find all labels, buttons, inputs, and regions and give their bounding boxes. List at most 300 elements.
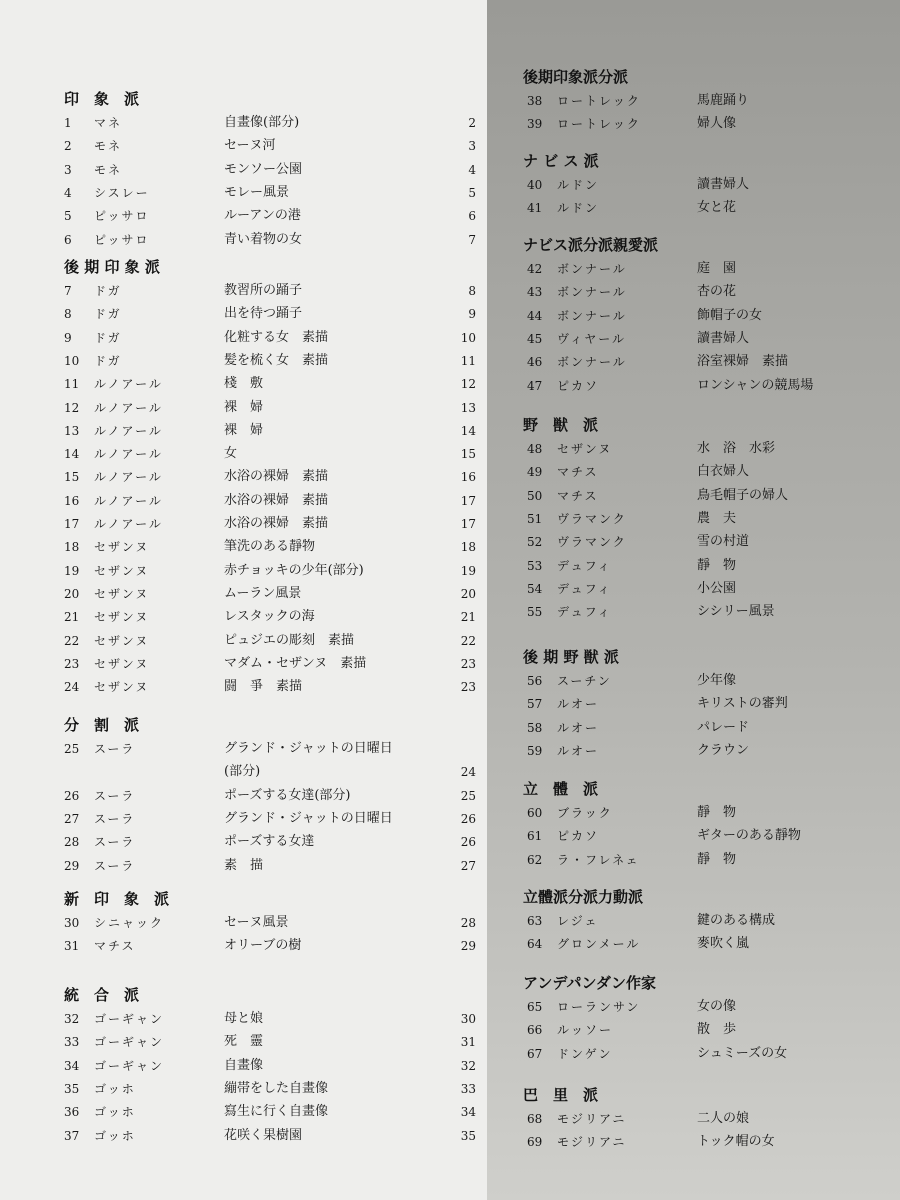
entry-title: ピュジエの彫刻 素描 (224, 632, 355, 648)
entry-title: ムーラン風景 (224, 585, 302, 601)
entry-title: 靜 物 (697, 851, 737, 867)
index-entry (0, 159, 487, 181)
index-entry (0, 1125, 487, 1147)
entry-artist: ルオー (557, 697, 600, 712)
entry-page: 26 (460, 811, 476, 826)
index-entry (0, 397, 487, 419)
index-entry (0, 1055, 487, 1077)
section-heading: ナビス派分派親愛派 (523, 236, 659, 254)
entry-title: 靜 物 (697, 557, 737, 573)
entry-number: 13 (64, 423, 80, 438)
entry-title: 水浴の裸婦 素描 (224, 492, 329, 508)
entry-artist: ルドン (557, 201, 600, 216)
entry-number: 9 (64, 330, 72, 345)
index-entry (0, 350, 487, 372)
entry-number: 57 (527, 697, 543, 712)
entry-artist: ルノアール (94, 377, 163, 392)
entry-number: 44 (527, 308, 543, 323)
entry-title: セーヌ河 (224, 138, 276, 154)
entry-number: 41 (527, 201, 543, 216)
entry-title: 赤チョッキの少年(部分) (224, 562, 364, 578)
entry-artist: ルッソー (557, 1023, 614, 1038)
entry-title: 筆洗のある靜物 (224, 539, 316, 555)
entry-page: 15 (460, 447, 476, 462)
entry-title: トック帽の女 (697, 1134, 775, 1150)
entry-title: 自畫像(部分) (224, 115, 300, 130)
entry-artist: ラ・フレネェ (557, 852, 640, 867)
entry-number: 42 (527, 262, 543, 276)
entry-artist: ピカソ (557, 829, 600, 844)
index-entry (0, 513, 487, 535)
index-entry (487, 508, 900, 530)
entry-artist: ボンナール (557, 285, 627, 300)
section-heading: 新 印 象 派 (64, 890, 170, 908)
index-entry (0, 205, 487, 227)
index-entry (0, 112, 487, 134)
entry-artist: ゴーギャン (94, 1035, 165, 1050)
index-entry (487, 910, 900, 932)
index-entry (0, 761, 487, 783)
index-entry (0, 182, 487, 204)
entry-title: 二人の娘 (697, 1111, 750, 1126)
entry-artist: モネ (94, 162, 123, 177)
section-heading: 印 象 派 (64, 90, 140, 108)
entry-number: 11 (64, 377, 80, 392)
entry-number: 32 (64, 1012, 80, 1026)
entry-number: 20 (64, 586, 80, 601)
right-column (487, 0, 900, 1200)
entry-artist: モネ (94, 139, 123, 154)
index-entry (487, 1043, 900, 1065)
index-entry (487, 601, 900, 623)
entry-number: 8 (64, 307, 72, 322)
entry-title: 棧 敷 (224, 376, 264, 392)
entry-title: 自畫像 (224, 1057, 264, 1073)
index-entry (487, 174, 900, 196)
entry-title: (部分) (224, 764, 261, 780)
entry-title: マダム・セザンヌ 素描 (224, 655, 367, 671)
entry-title: 死 靈 (224, 1034, 264, 1050)
entry-artist: ドガ (94, 284, 122, 298)
entry-page: 23 (460, 680, 476, 695)
section-heading: 統 合 派 (64, 986, 140, 1004)
index-entry (487, 305, 900, 327)
index-entry (0, 785, 487, 807)
entry-artist: ピッサロ (94, 232, 150, 247)
section-heading: ナ ビ ス 派 (523, 152, 599, 170)
section-heading: 立 體 派 (523, 780, 599, 798)
entry-artist: スーラ (94, 811, 136, 826)
entry-title: ポーズする女達(部分) (224, 787, 351, 803)
entry-number: 58 (527, 720, 543, 735)
entry-artist: ルオー (557, 743, 600, 758)
index-entry (487, 1019, 900, 1041)
entry-title: 水浴の裸婦 素描 (224, 516, 329, 531)
entry-number: 53 (527, 558, 543, 573)
entry-artist: セザンヌ (94, 540, 150, 555)
entry-number: 2 (64, 139, 72, 154)
entry-page: 28 (460, 916, 476, 930)
entry-title: グランド・ジャットの日曜日 (224, 741, 393, 756)
entry-title: 素 描 (224, 857, 264, 873)
entry-artist: レジェ (557, 914, 599, 928)
entry-artist: セザンヌ (94, 586, 150, 601)
entry-number: 6 (64, 232, 72, 247)
entry-artist: ローランサン (557, 1000, 641, 1014)
entry-page: 31 (460, 1035, 476, 1050)
entry-title: 女 (224, 446, 238, 462)
entry-title: 雪の村道 (697, 534, 750, 550)
entry-number: 43 (527, 285, 543, 300)
entry-artist: モジリアニ (557, 1135, 627, 1150)
entry-artist: ピカソ (557, 378, 600, 393)
index-entry (0, 1078, 487, 1100)
entry-page: 5 (468, 185, 476, 200)
entry-number: 68 (527, 1112, 543, 1126)
entry-artist: ルノアール (94, 447, 163, 462)
entry-title: 浴室裸婦 素描 (697, 354, 789, 370)
entry-artist: ヴラマンク (557, 511, 627, 526)
entry-number: 62 (527, 852, 543, 867)
entry-title: 裸 婦 (224, 399, 264, 415)
entry-number: 12 (64, 400, 80, 415)
index-entry (487, 1131, 900, 1153)
entry-number: 7 (64, 284, 72, 298)
entry-page: 19 (460, 563, 476, 578)
entry-number: 25 (64, 742, 80, 756)
entry-artist: スーラ (94, 858, 136, 873)
entry-number: 17 (64, 517, 80, 531)
entry-artist: デュフィ (557, 581, 612, 596)
index-entry (0, 327, 487, 349)
index-entry (0, 676, 487, 698)
entry-title: 讀書婦人 (697, 330, 750, 346)
index-entry (487, 351, 900, 373)
index-entry (487, 258, 900, 280)
entry-artist: シスレー (94, 185, 150, 200)
index-entry (0, 420, 487, 442)
entry-number: 46 (527, 355, 543, 370)
entry-title: ロンシャンの競馬場 (697, 377, 814, 393)
entry-page: 30 (460, 1012, 476, 1026)
index-entry (487, 693, 900, 715)
index-entry (487, 375, 900, 397)
entry-number: 34 (64, 1058, 80, 1073)
entry-number: 45 (527, 331, 543, 346)
section-heading: 分 割 派 (64, 716, 140, 734)
entry-page: 34 (460, 1105, 476, 1120)
index-entry (487, 670, 900, 692)
entry-artist: デュフィ (557, 558, 612, 573)
entry-artist: セザンヌ (94, 563, 150, 578)
index-entry (487, 555, 900, 577)
entry-title: モレー風景 (224, 184, 290, 200)
entry-artist: セザンヌ (557, 442, 613, 456)
entry-page: 29 (460, 939, 476, 954)
section-heading: アンデパンダン作家 (523, 974, 657, 992)
entry-number: 69 (527, 1135, 543, 1150)
entry-artist: ピッサロ (94, 209, 150, 224)
entry-page: 12 (460, 377, 476, 392)
index-entry (0, 630, 487, 652)
entry-artist: スーラ (94, 788, 136, 803)
entry-title: 繃帯をした自畫像 (224, 1080, 329, 1096)
entry-number: 55 (527, 605, 543, 620)
entry-number: 65 (527, 1000, 543, 1014)
entry-number: 23 (64, 656, 80, 671)
entry-number: 49 (527, 465, 543, 480)
index-entry (0, 490, 487, 512)
entry-page: 23 (460, 656, 476, 671)
section-heading: 野 獣 派 (523, 416, 599, 434)
index-entry (0, 536, 487, 558)
entry-artist: ルノアール (94, 400, 163, 415)
entry-page: 35 (460, 1128, 476, 1143)
entry-artist: セザンヌ (94, 656, 150, 671)
entry-page: 18 (460, 540, 476, 555)
entry-page: 10 (460, 330, 476, 345)
entry-title: キリストの審判 (697, 696, 788, 712)
index-entry (0, 135, 487, 157)
entry-title: 白衣婦人 (697, 464, 750, 480)
entry-artist: ルドン (557, 178, 600, 192)
entry-page: 11 (460, 353, 476, 368)
index-entry (487, 717, 900, 739)
entry-title: 闘 爭 素描 (224, 679, 303, 695)
entry-artist: ゴッホ (94, 1105, 136, 1120)
entry-artist: マチス (557, 465, 599, 480)
entry-page: 26 (460, 835, 476, 850)
entry-artist: マチス (94, 939, 136, 954)
index-entry (0, 808, 487, 830)
entry-title: 出を待つ踊子 (224, 306, 303, 322)
entry-title: 農 夫 (697, 510, 737, 526)
entry-number: 29 (64, 858, 80, 873)
entry-artist: ロートレック (557, 117, 641, 132)
index-entry (0, 229, 487, 251)
entry-artist: ヴラマンク (557, 535, 627, 550)
entry-number: 50 (527, 488, 543, 503)
index-entry (0, 560, 487, 582)
index-entry (0, 1008, 487, 1030)
entry-artist: ドガ (94, 307, 122, 322)
entry-page: 4 (468, 162, 476, 177)
entry-artist: スーラ (94, 835, 136, 850)
entry-number: 14 (64, 447, 80, 462)
entry-page: 17 (460, 493, 476, 508)
entry-artist: ルノアール (94, 470, 163, 485)
entry-number: 3 (64, 162, 72, 177)
index-entry (487, 90, 900, 112)
entry-title: 化粧する女 素描 (224, 329, 329, 345)
entry-title: 髪を梳く女 素描 (224, 352, 329, 368)
entry-artist: モジリアニ (557, 1112, 627, 1126)
index-entry (487, 849, 900, 871)
entry-title: 女と花 (697, 200, 737, 216)
entry-number: 1 (64, 116, 72, 130)
index-entry (0, 855, 487, 877)
index-entry (487, 933, 900, 955)
entry-artist: セザンヌ (94, 680, 150, 695)
entry-title: 母と娘 (224, 1011, 264, 1026)
index-entry (0, 466, 487, 488)
entry-number: 61 (527, 829, 543, 844)
entry-number: 21 (64, 610, 80, 625)
entry-page: 2 (468, 116, 476, 130)
entry-artist: ゴッホ (94, 1128, 136, 1143)
entry-title: 婦人像 (697, 116, 737, 132)
index-entry (487, 328, 900, 350)
entry-number: 60 (527, 806, 543, 820)
entry-page: 14 (460, 423, 476, 438)
index-entry (487, 1108, 900, 1130)
entry-number: 67 (527, 1046, 543, 1061)
entry-artist: ドンゲン (557, 1046, 613, 1061)
entry-artist: ボンナール (557, 355, 627, 370)
entry-number: 56 (527, 674, 543, 688)
entry-title: 鍵のある構成 (697, 913, 776, 928)
index-entry (487, 996, 900, 1018)
entry-artist: シニャック (94, 916, 165, 930)
entry-page: 13 (460, 400, 476, 415)
entry-page: 22 (460, 633, 476, 648)
entry-title: 鳥毛帽子の婦人 (697, 487, 789, 503)
entry-title: 靜 物 (697, 805, 737, 820)
index-entry (0, 653, 487, 675)
section-heading: 後 期 印 象 派 (64, 258, 160, 276)
entry-artist: ルノアール (94, 423, 163, 438)
entry-artist: ヴィヤール (557, 331, 627, 346)
entry-title: 麥吹く嵐 (697, 936, 750, 952)
index-entry (0, 606, 487, 628)
entry-page: 25 (460, 788, 476, 803)
entry-number: 15 (64, 470, 80, 485)
entry-title: 女の像 (697, 999, 737, 1014)
entry-title: 教習所の踊子 (224, 283, 303, 298)
entry-number: 27 (64, 811, 80, 826)
section-heading: 後期印象派分派 (523, 68, 629, 86)
index-entry (487, 740, 900, 762)
section-heading: 巴 里 派 (523, 1086, 599, 1104)
entry-number: 19 (64, 563, 80, 578)
entry-number: 64 (527, 937, 543, 952)
entry-title: セーヌ風景 (224, 915, 289, 930)
index-entry (0, 443, 487, 465)
index-entry (0, 583, 487, 605)
entry-title: 庭 園 (697, 261, 737, 276)
entry-number: 54 (527, 581, 543, 596)
entry-number: 31 (64, 939, 80, 954)
entry-page: 8 (468, 284, 476, 298)
entry-title: 花咲く果樹園 (224, 1127, 303, 1143)
entry-number: 30 (64, 916, 80, 930)
entry-number: 16 (64, 493, 80, 508)
entry-title: 少年像 (697, 673, 737, 688)
entry-page: 20 (460, 586, 476, 601)
entry-title: ルーアンの港 (224, 208, 301, 224)
entry-title: 馬鹿踊り (697, 93, 750, 108)
entry-number: 4 (64, 185, 72, 200)
entry-artist: マチス (557, 488, 599, 503)
entry-number: 63 (527, 914, 543, 928)
entry-page: 3 (468, 139, 476, 154)
entry-title: 小公園 (697, 580, 737, 596)
entry-number: 40 (527, 178, 543, 192)
entry-artist: マネ (94, 116, 123, 130)
entry-artist: ゴーギャン (94, 1012, 165, 1026)
entry-title: 裸 婦 (224, 422, 264, 438)
entry-title: ギターのある靜物 (697, 828, 801, 844)
index-entry (487, 281, 900, 303)
index-entry (0, 1101, 487, 1123)
entry-page: 32 (460, 1058, 476, 1073)
entry-page: 21 (460, 610, 476, 625)
entry-artist: ルオー (557, 720, 600, 735)
entry-title: 杏の花 (697, 284, 737, 300)
section-heading: 立體派分派力動派 (523, 888, 644, 906)
entry-number: 5 (64, 209, 72, 224)
entry-number: 18 (64, 540, 80, 555)
entry-title: 散 歩 (697, 1022, 737, 1038)
entry-page: 27 (460, 858, 476, 873)
index-entry (0, 738, 487, 760)
entry-number: 36 (64, 1105, 80, 1120)
entry-artist: ドガ (94, 330, 122, 345)
index-entry (487, 461, 900, 483)
entry-artist: ボンナール (557, 262, 627, 276)
entry-page: 7 (468, 232, 476, 247)
entry-title: 青い着物の女 (224, 231, 303, 247)
entry-artist: デュフィ (557, 605, 612, 620)
section-heading: 後 期 野 獣 派 (523, 648, 619, 666)
entry-page: 33 (460, 1081, 476, 1096)
entry-artist: ゴッホ (94, 1081, 136, 1096)
entry-number: 47 (527, 378, 543, 393)
entry-artist: ルノアール (94, 493, 163, 508)
index-entry (487, 531, 900, 553)
entry-title: 水 浴 水彩 (697, 441, 776, 456)
index-entry (0, 373, 487, 395)
index-entry (487, 485, 900, 507)
entry-artist: ロートレック (557, 94, 641, 108)
entry-number: 22 (64, 633, 80, 648)
entry-artist: グロンメール (557, 937, 641, 952)
entry-page: 16 (460, 470, 476, 485)
entry-number: 38 (527, 94, 543, 108)
entry-artist: スーチン (557, 674, 612, 688)
entry-number: 24 (64, 680, 80, 695)
entry-title: クラウン (697, 742, 750, 758)
entry-artist: ゴーギャン (94, 1058, 165, 1073)
entry-number: 37 (64, 1128, 80, 1143)
entry-number: 51 (527, 511, 543, 526)
index-entry (0, 303, 487, 325)
entry-page: 6 (468, 209, 476, 224)
index-entry (487, 578, 900, 600)
index-entry (487, 825, 900, 847)
entry-title: 寫生に行く自畫像 (224, 1104, 329, 1120)
index-entry (0, 831, 487, 853)
entry-artist: スーラ (94, 742, 136, 756)
entry-artist: ボンナール (557, 308, 627, 323)
entry-number: 66 (527, 1023, 543, 1038)
entry-page: 24 (460, 765, 476, 780)
entry-number: 33 (64, 1035, 80, 1050)
entry-number: 10 (64, 353, 80, 368)
index-entry (487, 113, 900, 135)
entry-title: モンソー公園 (224, 161, 303, 177)
entry-number: 39 (527, 117, 543, 132)
